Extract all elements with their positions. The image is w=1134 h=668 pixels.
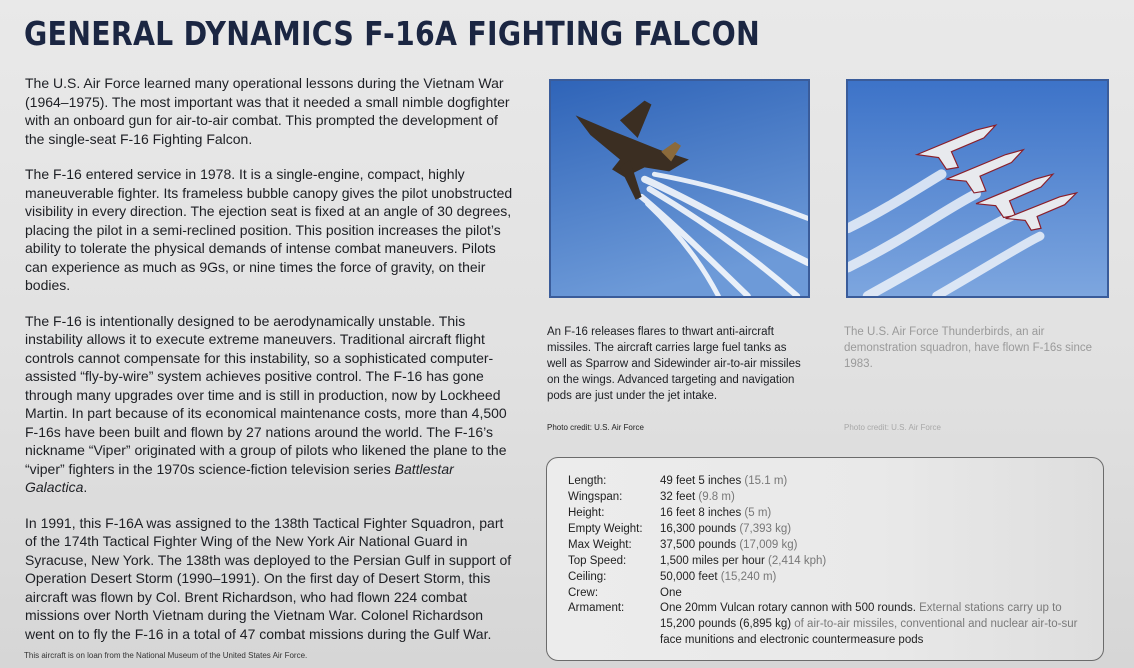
armament-line3: face munitions and electronic countermeasure pods bbox=[660, 634, 924, 646]
spec-value-metric: (5 m) bbox=[744, 507, 772, 519]
spec-value-imperial: 49 feet 5 inches bbox=[660, 475, 742, 487]
spec-value bbox=[660, 521, 791, 537]
paragraph-stability-text: The F-16 is intentionally designed to be aerodynamically unstable. This instability allows it to execute extreme maneuvers. Traditional aircraft flight controls cannot compensate for this instability, so a sophisticated computer-assisted “fly-by-wire” system achieves positive control. The F-16 has gone through many upgrades over time and is still in production, now by Lockheed Martin. In part because of its economical maintenance costs, more than 4,500 F-16s have been built and flown by 27 nations around the world. The F-16’s nickname “Viper” originated with a group of pilots who likened the plane to the “viper” fighters in the 1970s science-fiction television series bbox=[25, 312, 507, 477]
spec-value-metric: (2,414 kph) bbox=[768, 555, 827, 567]
armament-line1b: External stations carry up to bbox=[915, 602, 1062, 614]
photo-caption-flares: An F-16 releases flares to thwart anti-aircraft missiles. The aircraft carries large fuel tanks as well as Sparrow and Sidewinder air-to-air missiles on the wings. Advanced targeting and navigation pods are just under the jet intake. bbox=[547, 326, 801, 402]
spec-label: Ceiling: bbox=[568, 571, 607, 583]
main-text bbox=[25, 74, 515, 660]
paragraph-stability: The F-16 is intentionally designed to be aerodynamically unstable. This instability allows it to execute extreme maneuvers. Traditional aircraft flight controls cannot compensate for this instability, so a sophisticated computer-assisted “fly-by-wire” system achieves positive control. The F-16 has gone through many upgrades over time and is still in production, now by Lockheed Martin. In part because of its economical maintenance costs, more than 4,500 F-16s have been built and flown by 27 nations around the world. The F-16’s nickname “Viper” originated with a group of pilots who likened the plane to the “viper” fighters in the 1970s science-fiction television series Battlestar Galactica. bbox=[25, 312, 507, 495]
spec-value bbox=[660, 553, 826, 569]
paragraph-history: The U.S. Air Force learned many operational lessons during the Vietnam War (1964–1975). The most important was that it needed a small nimble dogfighter with an onboard gun for air-to-air combat. This prompted the development of the single-seat F-16 Fighting Falcon. bbox=[25, 75, 510, 147]
photo-thunderbirds bbox=[846, 79, 1109, 298]
spec-label: Wingspan: bbox=[568, 491, 623, 503]
spec-value-metric: (15.1 m) bbox=[744, 475, 788, 487]
spec-value bbox=[660, 505, 771, 521]
paragraph-design: The F-16 entered service in 1978. It is a single-engine, compact, highly maneuverable fighter. Its frameless bubble canopy gives the pilot unobstructed visibility in every direction. The ejection seat is fixed at an angle of 30 degrees, placing the pilot in a semi-reclined position. This position increases the pilot’s ability to tolerate the physical demands of intense combat maneuvers. Pilots can experience as much as 9Gs, or nine times the force of gravity, on their bodies. bbox=[25, 166, 513, 293]
spec-label: Max Weight: bbox=[568, 539, 632, 551]
spec-value bbox=[660, 585, 682, 601]
photo-f16-flares bbox=[549, 79, 810, 298]
spec-value-metric: (7,393 kg) bbox=[739, 523, 792, 535]
spec-value-imperial: 32 feet bbox=[660, 491, 696, 503]
loan-footnote: This aircraft is on loan from the National Museum of the United States Air Force. bbox=[24, 651, 308, 660]
specs-panel bbox=[546, 457, 1104, 661]
spec-value-metric: (15,240 m) bbox=[720, 571, 777, 583]
spec-value-metric: (17,009 kg) bbox=[739, 539, 798, 551]
spec-label: Top Speed: bbox=[568, 555, 627, 567]
spec-value bbox=[660, 489, 735, 505]
series-title: Battlestar Galactica bbox=[25, 460, 454, 495]
spec-label: Crew: bbox=[568, 587, 599, 599]
spec-label: Empty Weight: bbox=[568, 523, 643, 535]
spec-value-imperial: 37,500 pounds bbox=[660, 539, 737, 551]
spec-value-imperial: One bbox=[660, 587, 682, 599]
spec-value-metric: (9.8 m) bbox=[698, 491, 735, 503]
spec-value-imperial: 16 feet 8 inches bbox=[660, 507, 742, 519]
spec-value bbox=[660, 473, 787, 489]
armament-line1a: One 20mm Vulcan rotary cannon with 500 rounds. bbox=[660, 602, 916, 614]
spec-value-imperial: 1,500 miles per hour bbox=[660, 555, 765, 567]
spec-label: Armament: bbox=[568, 602, 625, 614]
photo-caption-thunderbirds: The U.S. Air Force Thunderbirds, an air demonstration squadron, have flown F-16s since 1983. bbox=[844, 326, 1093, 370]
armament-value bbox=[660, 600, 1092, 648]
spec-value-imperial: 16,300 pounds bbox=[660, 523, 737, 535]
spec-value bbox=[660, 537, 798, 553]
photo-credit-thunderbirds: Photo credit: U.S. Air Force bbox=[844, 423, 941, 432]
armament-line2b: of air-to-air missiles, conventional and nuclear air-to-sur bbox=[791, 618, 1078, 630]
armament-line2a: 15,200 pounds (6,895 kg) bbox=[660, 618, 792, 630]
paragraph-service: In 1991, this F-16A was assigned to the 138th Tactical Fighter Squadron, part of the 174th Tactical Fighter Wing of the New York Air National Guard in Syracuse, New York. The 138th was deployed to the Persian Gulf in support of Operation Desert Storm (1990–1991). On the first day of Desert Storm, this aircraft was flown by Col. Brent Richardson, who had flown 224 combat missions over North Vietnam during the Vietnam War. Colonel Richardson went on to fly the F-16 in a total of 47 combat missions during the Gulf War. bbox=[25, 514, 512, 642]
spec-label: Height: bbox=[568, 507, 605, 519]
spec-value bbox=[660, 569, 776, 585]
photo-credit-flares: Photo credit: U.S. Air Force bbox=[547, 423, 644, 432]
spec-value-imperial: 50,000 feet bbox=[660, 571, 718, 583]
page-title: GENERAL DYNAMICS F-16A FIGHTING FALCON bbox=[24, 14, 760, 53]
spec-label: Length: bbox=[568, 475, 607, 487]
